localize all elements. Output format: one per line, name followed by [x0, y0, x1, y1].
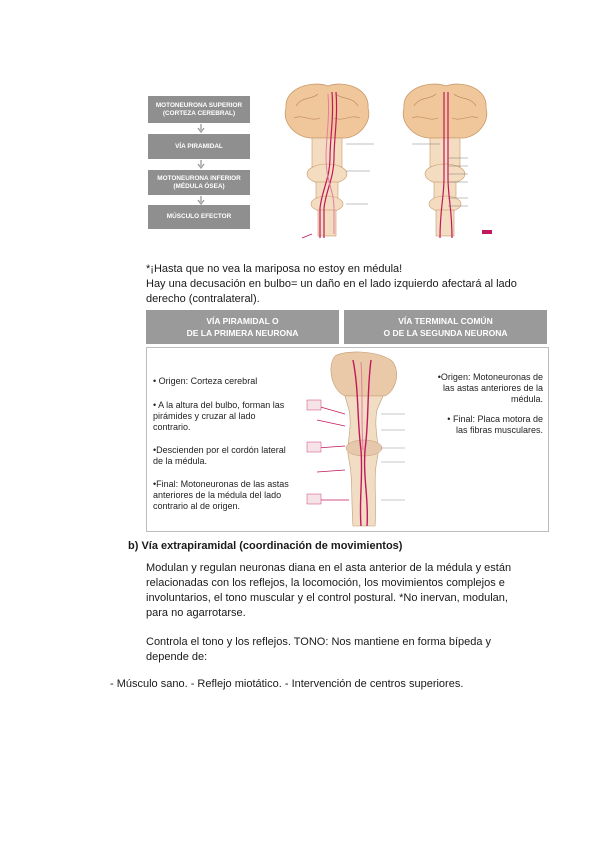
section-b-paragraph-2: Controla el tono y los reflejos. TONO: Nos mantiene en forma bípeda y depende de:	[146, 636, 492, 663]
header-common-terminal-second-neuron	[344, 310, 547, 344]
header-right-line-1: VÍA TERMINAL COMÚN	[398, 316, 493, 326]
brain-left-icon	[285, 84, 369, 238]
section-b-paragraph-1: Modulan y regulan neuronas diana en el asta anterior de la médula y están relacionadas con los reflejos, la locomoción, los movimientos complejos e involuntarios, el tono muscular y el control postural. *No inervan, modulan, para no agarrotarse.	[146, 562, 512, 619]
left-item-origin: • Origen: Corteza cerebral	[153, 376, 258, 386]
right-item-origin: •Origen: Motoneuronas de las astas anteriores de la médula.	[437, 372, 543, 404]
brain-right-icon	[403, 84, 492, 238]
header-left-line-2: DE LA PRIMERA NEURONA	[186, 328, 299, 338]
left-item-final: •Final: Motoneuronas de las astas anteriores de la médula del lado contrario al de origen.	[153, 479, 289, 511]
pyramidal-tract-illustration	[272, 78, 504, 246]
header-left-line-1: VÍA PIRAMIDAL O	[206, 316, 279, 326]
flow-box-pyramidal: VÍA PIRAMIDAL	[148, 134, 250, 159]
spinal-pathway-illustration	[305, 350, 429, 529]
right-item-final: • Final: Placa motora de las fibras musculares.	[447, 414, 543, 435]
flow-box-effector-muscle: MÚSCULO EFECTOR	[148, 205, 250, 229]
note-line-3: derecho (contralateral).	[146, 293, 260, 305]
header-pyramidal-first-neuron	[146, 310, 339, 344]
section-b-heading: b) Vía extrapiramidal (coordinación de movimientos)	[128, 540, 403, 552]
flow-arrow-1	[196, 124, 206, 133]
note-line-2: Hay una decusación en bulbo= un daño en el lado izquierdo afectará al lado	[146, 278, 517, 290]
flow-arrow-3	[196, 196, 206, 205]
note-line-1: *¡Hasta que no vea la mariposa no estoy en médula!	[146, 263, 403, 275]
section-b-tone-factors: - Músculo sano. - Reflejo miotático. - Intervención de centros superiores.	[110, 678, 464, 690]
flow-box-lower-motoneuron: MOTONEURONA INFERIOR (MÉDULA ÓSEA)	[148, 170, 250, 195]
pathway-comparison-panel	[146, 347, 549, 532]
flow-arrow-2	[196, 160, 206, 169]
flow-box-upper-motoneuron: MOTONEURONA SUPERIOR (CORTEZA CEREBRAL)	[148, 96, 250, 123]
left-item-bulb: • A la altura del bulbo, forman las pirámides y cruzar al lado contrario.	[153, 400, 285, 432]
header-right-line-2: O DE LA SEGUNDA NEURONA	[383, 328, 508, 338]
left-item-descend: •Descienden por el cordón lateral de la médula.	[153, 445, 286, 466]
decussation-note	[146, 262, 566, 307]
